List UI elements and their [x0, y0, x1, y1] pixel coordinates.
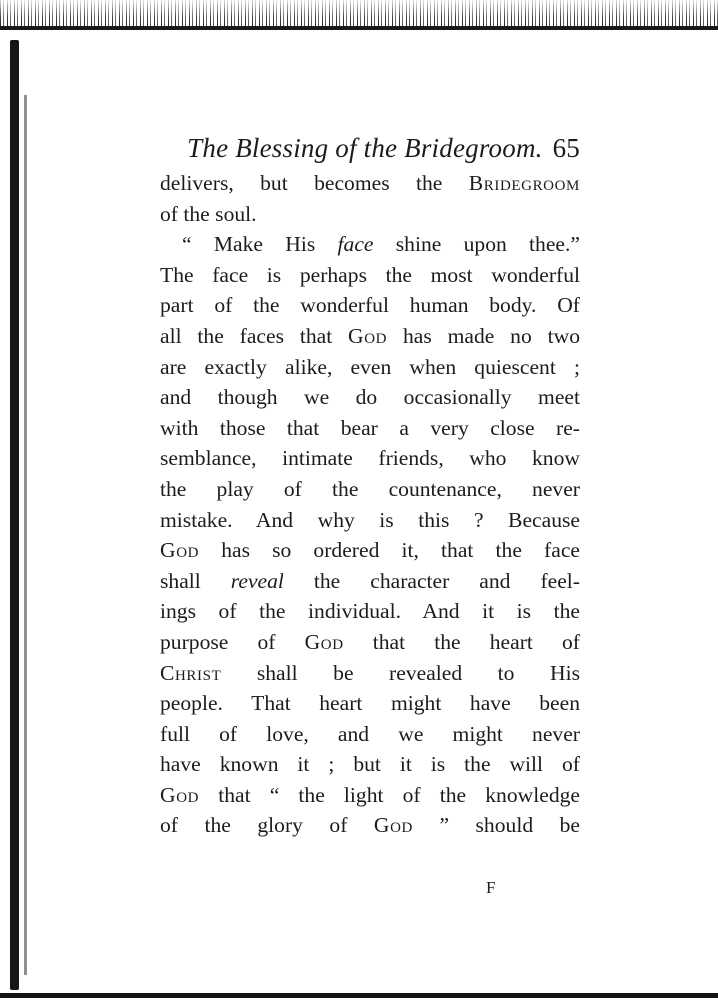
text-line: [160, 535, 580, 566]
small-caps-text: God: [160, 782, 200, 807]
text-line: [160, 658, 580, 689]
text-line: [160, 352, 580, 383]
text-run: with those that bear a very close re-: [160, 415, 580, 440]
text-run: part of the wonderful human body. Of: [160, 293, 580, 318]
text-run: all the faces that: [160, 323, 349, 348]
page-top-rule: [0, 26, 718, 30]
small-caps-text: Bridegroom: [468, 171, 580, 195]
italic-text: face: [337, 232, 374, 257]
text-run: are exactly alike, even when quiescent ;: [160, 354, 580, 379]
text-line: [160, 260, 580, 291]
text-run: The face is perhaps the most wonderful: [160, 262, 580, 287]
text-line: [160, 780, 580, 811]
small-caps-text: God: [160, 538, 200, 563]
text-run: ” should be: [412, 813, 580, 838]
text-run: that the heart of: [343, 629, 580, 654]
text-line: [160, 566, 580, 597]
text-line: [160, 688, 580, 719]
text-line: [160, 719, 580, 750]
text-line: [160, 413, 580, 444]
text-run: mistake. And why is this ? Because: [160, 507, 580, 532]
italic-text: reveal: [230, 568, 284, 593]
text-line: [160, 229, 580, 260]
page-number: 65: [552, 133, 580, 163]
text-run: delivers, but becomes the: [160, 171, 469, 195]
text-line: [160, 810, 580, 841]
text-run: “ Make His: [182, 232, 338, 257]
text-run: semblance, intimate friends, who know: [160, 446, 580, 471]
text-run: and though we do occasionally meet: [160, 385, 580, 410]
text-run: of the glory of: [160, 813, 374, 838]
running-head-title: The Blessing of the Bridegroom.: [187, 133, 543, 163]
small-caps-text: Christ: [160, 660, 222, 685]
small-caps-text: God: [348, 323, 388, 348]
small-caps-text: God: [304, 629, 344, 654]
text-line: [160, 474, 580, 505]
text-line: [160, 596, 580, 627]
page-top-edge: [0, 0, 718, 26]
binding-shadow-inner: [24, 95, 27, 975]
text-line: [160, 290, 580, 321]
text-run: of the soul.: [160, 201, 257, 226]
text-line: [160, 199, 580, 230]
text-line: [160, 321, 580, 352]
text-run: the play of the countenance, never: [160, 476, 580, 501]
text-run: has so ordered it, that the face: [199, 538, 580, 563]
text-run: the character and feel-: [283, 568, 580, 593]
text-line: [160, 749, 580, 780]
running-head: [160, 128, 580, 168]
text-line: [160, 443, 580, 474]
text-run: has made no two: [387, 323, 580, 348]
text-run: purpose of: [160, 629, 305, 654]
text-run: that “ the light of the knowledge: [199, 782, 580, 807]
text-run: people. That heart might have been: [160, 691, 580, 716]
text-run: ings of the individual. And it is the: [160, 599, 580, 624]
text-run: shall be revealed to His: [221, 660, 580, 685]
text-line: [160, 627, 580, 658]
signature-mark: F: [486, 878, 496, 897]
binding-shadow: [10, 40, 19, 990]
text-line: [160, 505, 580, 536]
text-line: [160, 382, 580, 413]
text-run: shall: [160, 568, 231, 593]
small-caps-text: God: [373, 813, 413, 838]
text-run: full of love, and we might never: [160, 721, 580, 746]
text-run: shine upon thee.”: [373, 232, 580, 257]
body-text: [160, 168, 580, 841]
text-run: have known it ; but it is the will of: [160, 752, 580, 777]
text-line: [160, 168, 580, 199]
page-bottom-rule: [0, 993, 718, 998]
book-page: [160, 128, 580, 841]
